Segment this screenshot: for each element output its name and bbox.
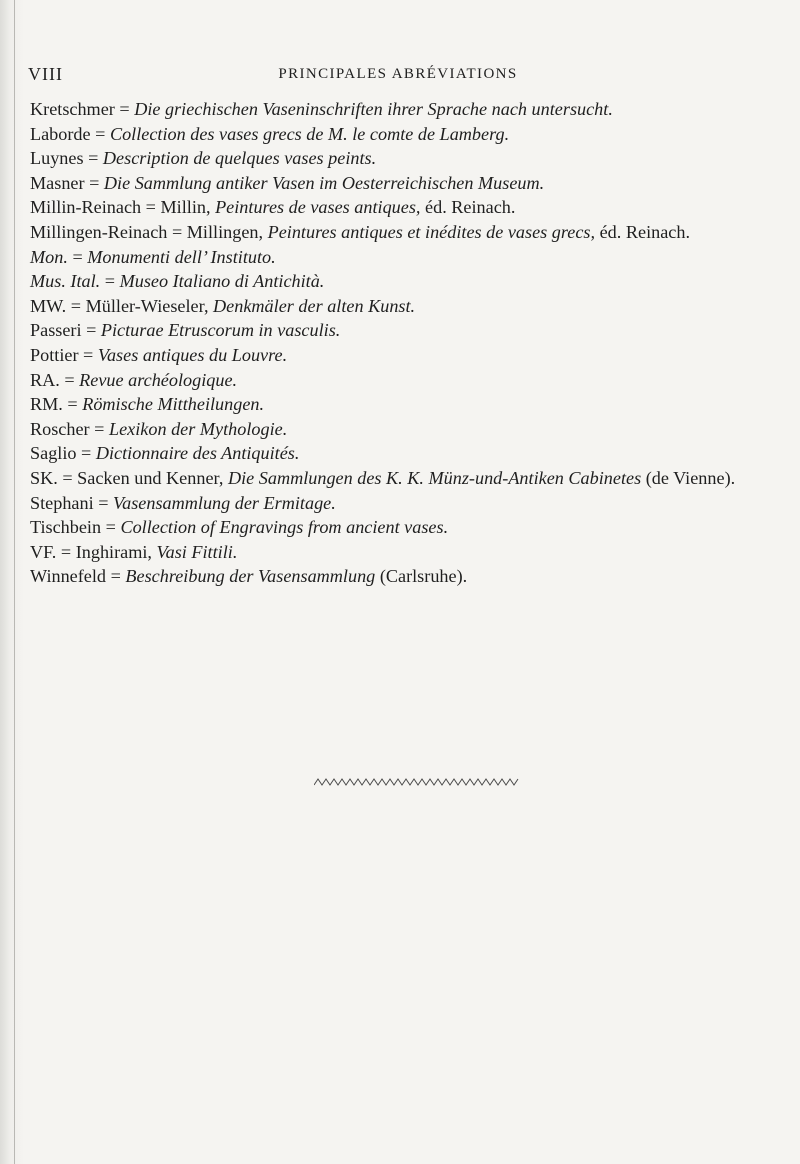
work-title: Monumenti dell’ Instituto. <box>87 246 276 267</box>
abbreviation-entry <box>30 515 772 540</box>
abbreviation-entry <box>30 417 772 442</box>
abbreviation-entry <box>30 491 772 516</box>
abbreviation-term: VF. <box>30 541 57 562</box>
abbreviation-term: RM. <box>30 394 63 415</box>
equals-sign: = <box>66 295 86 316</box>
equals-sign: = <box>78 344 98 365</box>
work-title: Vasensammlung der Ermitage. <box>113 492 336 513</box>
abbreviation-term: Kretschmer <box>30 99 115 119</box>
edition-note: (Carlsruhe). <box>375 566 468 587</box>
equals-sign: = <box>141 197 161 218</box>
edition-note: (de Vienne). <box>641 467 736 488</box>
abbreviation-term: Passeri <box>30 320 82 341</box>
equals-sign: = <box>84 172 104 193</box>
equals-sign: = <box>100 271 120 292</box>
equals-sign: = <box>57 467 78 488</box>
abbreviation-term: Mus. Ital. <box>30 271 101 292</box>
work-title: Denkmäler der alten Kunst. <box>213 295 416 316</box>
abbreviation-term: RA. <box>30 369 60 390</box>
abbreviation-term: MW. <box>30 295 67 316</box>
equals-sign: = <box>90 123 110 144</box>
abbreviation-term: Millin-Reinach <box>30 197 142 218</box>
work-title: Peintures de vases antiques, <box>215 197 421 218</box>
page-header <box>28 64 768 86</box>
abbreviation-entry <box>30 441 772 466</box>
abbreviation-entry <box>30 220 772 245</box>
abbreviation-term: Roscher <box>30 418 90 439</box>
abbreviation-entry <box>30 392 772 417</box>
work-title: Römische Mittheilungen. <box>82 394 265 415</box>
abbreviation-term: Laborde <box>30 123 91 144</box>
abbreviation-entry <box>30 195 772 220</box>
author-name: Müller-Wieseler, <box>85 295 214 316</box>
abbreviation-entry <box>30 368 772 393</box>
decorative-ornament <box>314 776 520 790</box>
work-title: Description de quelques vases peints. <box>102 148 377 169</box>
work-title: Die griechischen Vaseninschriften ihrer Sprache nach untersucht. <box>134 99 613 119</box>
abbreviation-term: Winnefeld <box>30 566 107 587</box>
work-title: Revue archéologique. <box>79 369 238 390</box>
equals-sign: = <box>59 369 80 390</box>
work-title: Vases antiques du Louvre. <box>97 344 288 365</box>
work-title: Picturae Etruscorum in vasculis. <box>100 320 341 341</box>
work-title: Lexikon der Mythologie. <box>108 418 288 439</box>
edition-note: éd. Reinach. <box>595 221 691 242</box>
binding-edge <box>14 0 15 1164</box>
work-title: Museo Italiano di Antichità. <box>119 271 325 292</box>
abbreviation-entry <box>30 122 772 147</box>
abbreviation-entry <box>30 294 772 319</box>
abbreviation-term: Millingen-Reinach <box>30 221 168 242</box>
abbreviation-entry <box>30 564 772 589</box>
abbreviation-term: Masner <box>30 172 85 193</box>
abbreviation-term: Mon. <box>30 246 68 267</box>
abbreviation-entry <box>30 97 772 122</box>
work-title: Vasi Fittili. <box>156 541 238 562</box>
equals-sign: = <box>67 246 88 267</box>
equals-sign: = <box>81 320 101 341</box>
work-title: Beschreibung der Vasensammlung <box>125 566 376 587</box>
equals-sign: = <box>101 517 121 538</box>
abbreviation-entry <box>30 540 772 565</box>
abbreviation-entry <box>30 171 772 196</box>
page-number: VIII <box>28 64 63 84</box>
abbreviation-term: Pottier <box>30 344 79 365</box>
edition-note: éd. Reinach. <box>420 197 516 218</box>
abbreviation-term: Stephani <box>30 492 94 513</box>
binding-gutter <box>0 0 24 1164</box>
equals-sign: = <box>89 418 109 439</box>
author-name: Millingen, <box>186 221 268 242</box>
abbreviation-entry <box>30 343 772 368</box>
abbreviation-entry <box>30 466 772 491</box>
zigzag-ornament-icon <box>314 776 520 790</box>
work-title: Collection des vases grecs de M. le comte de Lamberg. <box>109 123 510 144</box>
work-title: Die Sammlung antiker Vasen im Oesterreichischen Museum. <box>103 172 545 193</box>
equals-sign: = <box>167 221 187 242</box>
equals-sign: = <box>106 566 126 587</box>
work-title: Die Sammlungen des K. K. Münz-und-Antiken Cabinetes <box>227 467 642 488</box>
author-name: Sacken und Kenner, <box>77 467 228 488</box>
abbreviation-term: Tischbein <box>30 517 102 538</box>
equals-sign: = <box>62 394 83 415</box>
work-title: Collection of Engravings from ancient vases. <box>120 517 449 538</box>
abbreviation-term: SK. <box>30 467 58 488</box>
work-title: Dictionnaire des Antiquités. <box>95 443 300 464</box>
abbreviation-entry <box>30 146 772 171</box>
abbreviation-term: Saglio <box>30 443 77 464</box>
equals-sign: = <box>114 99 135 119</box>
running-head: PRINCIPALES ABRÉVIATIONS <box>278 66 518 82</box>
equals-sign: = <box>93 492 114 513</box>
author-name: Millin, <box>160 197 216 218</box>
author-name: Inghirami, <box>75 541 157 562</box>
abbreviation-entry <box>30 269 772 294</box>
work-title: Peintures antiques et inédites de vases grecs, <box>267 221 596 242</box>
equals-sign: = <box>76 443 96 464</box>
abbreviation-entry <box>30 245 772 270</box>
equals-sign: = <box>83 148 103 169</box>
equals-sign: = <box>56 541 76 562</box>
abbreviation-term: Luynes <box>30 148 84 169</box>
abbreviation-entry <box>30 318 772 343</box>
abbreviations-list <box>30 97 772 589</box>
